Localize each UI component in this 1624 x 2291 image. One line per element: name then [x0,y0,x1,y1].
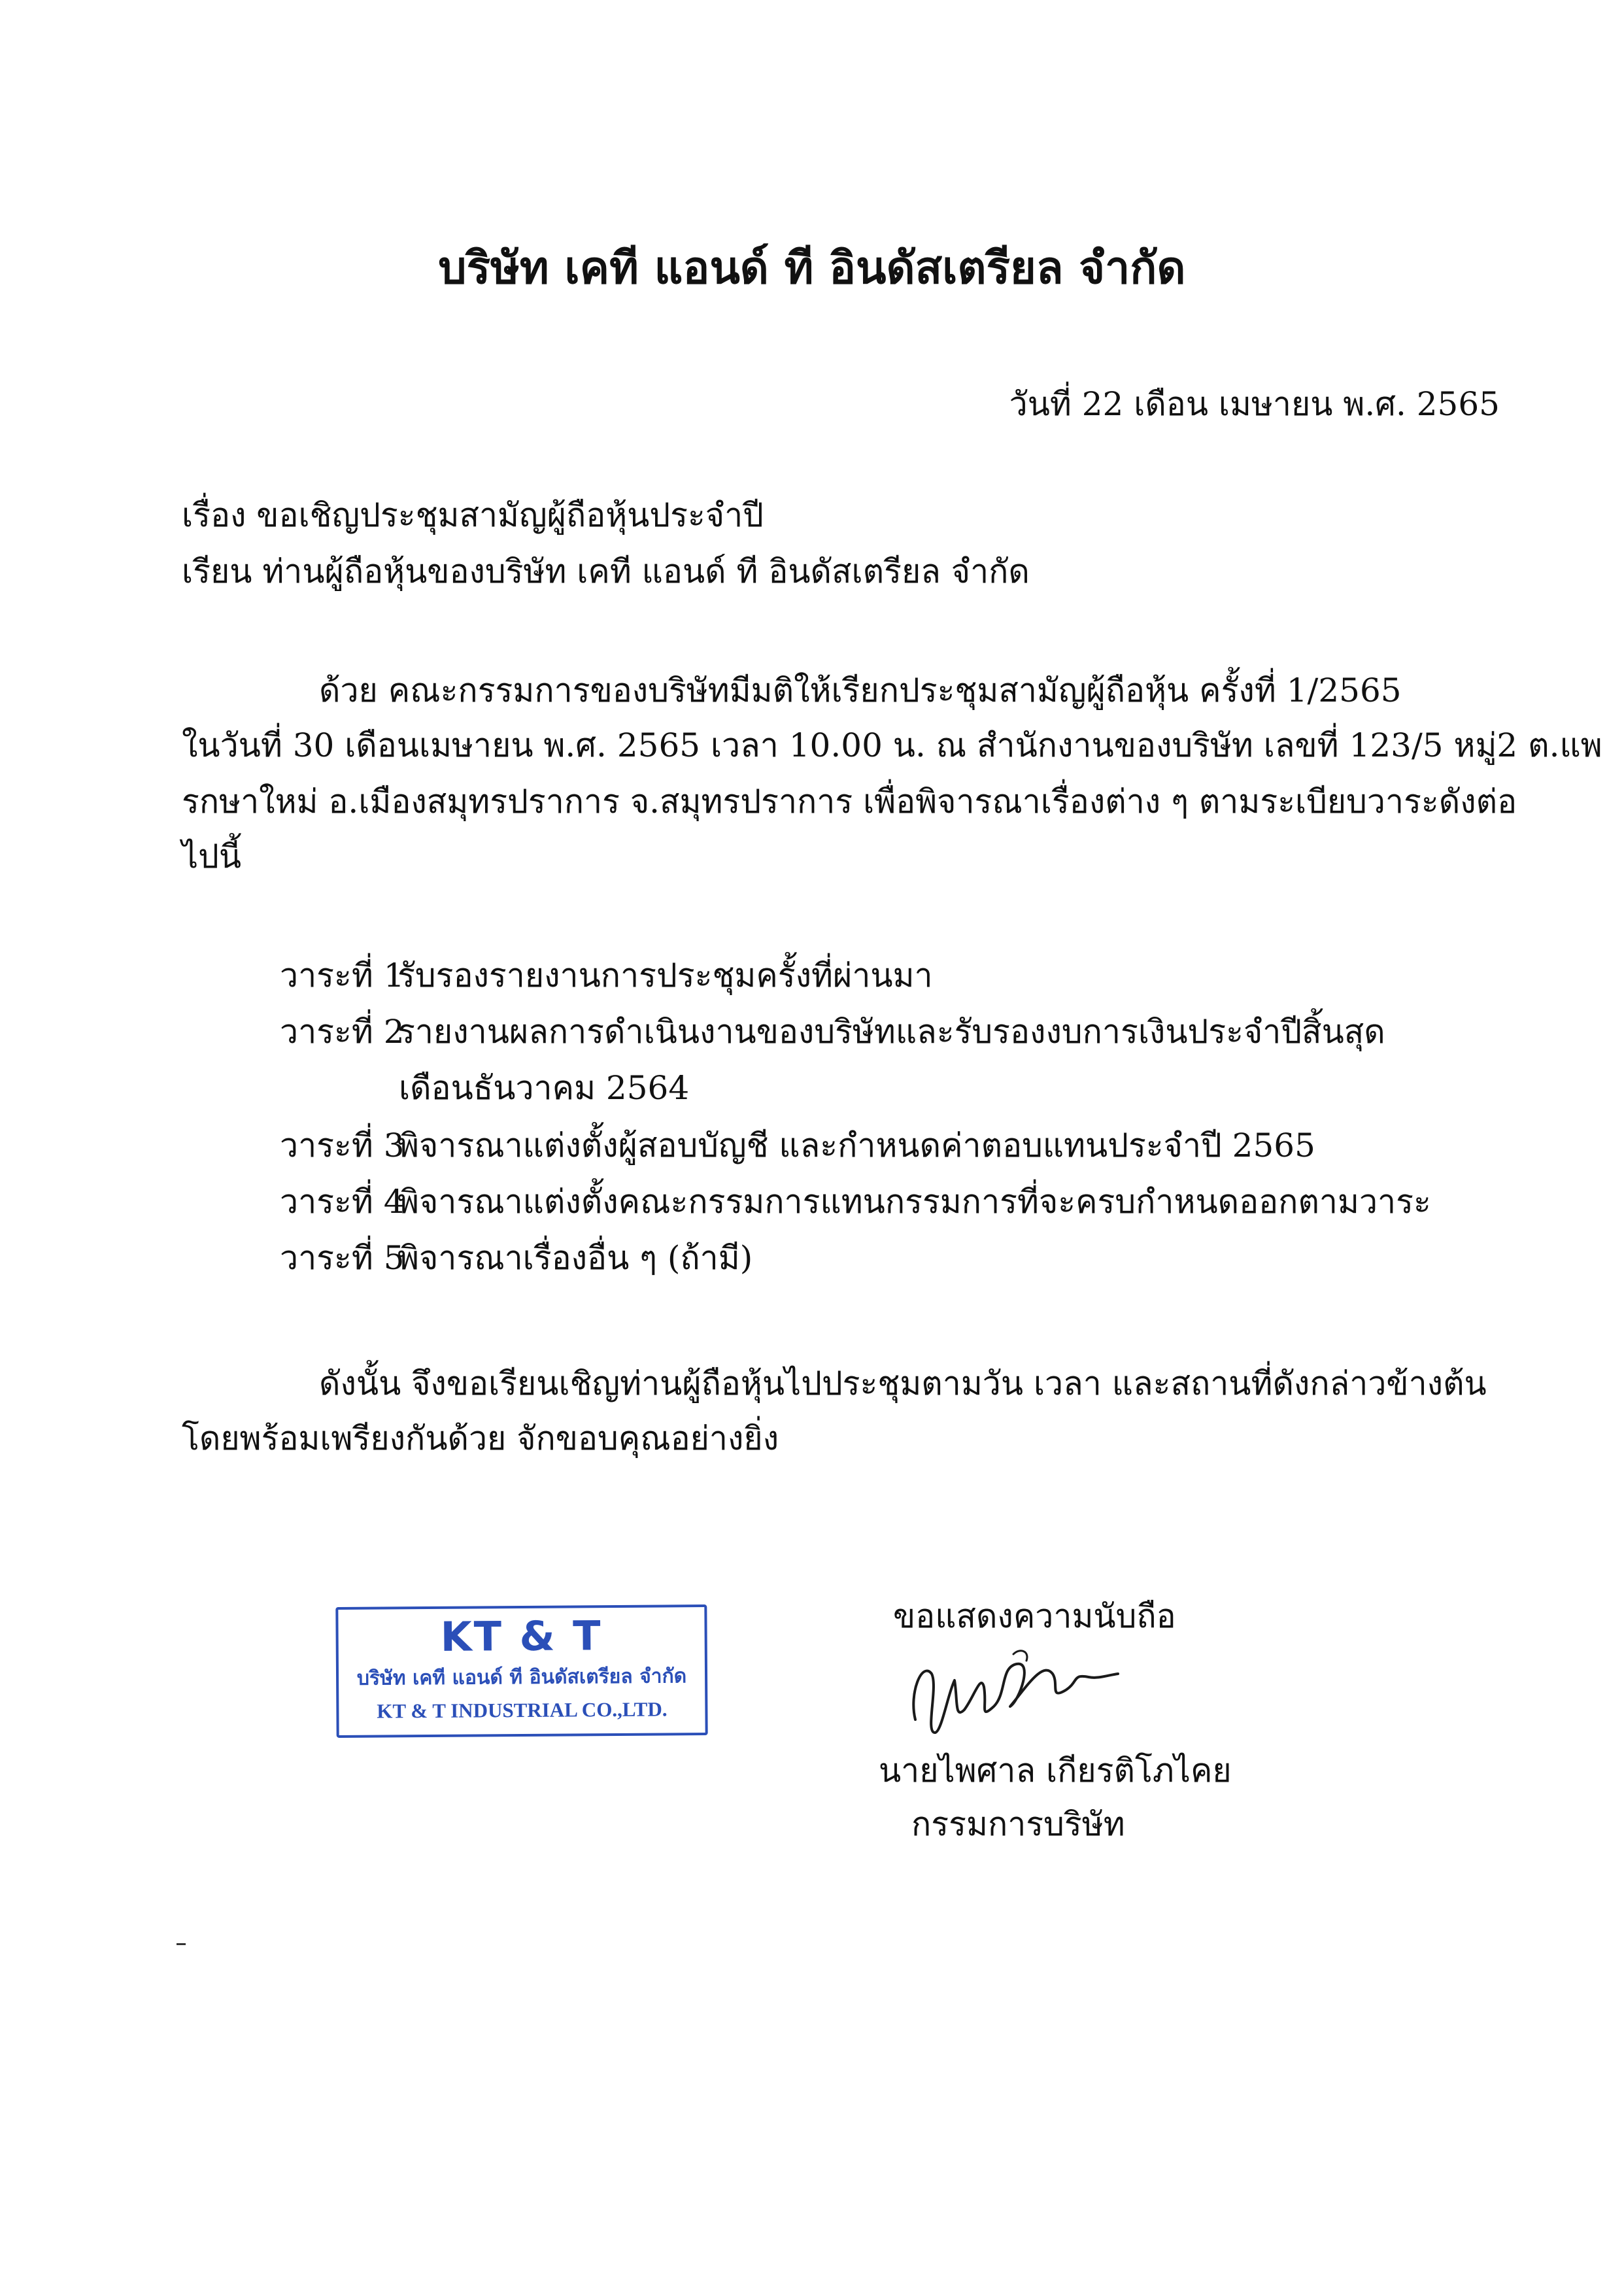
agenda-item-5 [280,1233,753,1283]
letter-date: วันที่ 22 เดือน เมษายน พ.ศ. 2565 [1009,385,1500,423]
stamp-english-name: KT & T INDUSTRIAL CO.,LTD. [377,1697,668,1723]
agenda-item-2-continuation: เดือนธันวาคม 2564 [399,1069,690,1107]
agenda-text: รายงานผลการดำเนินงานของบริษัทและรับรองงบการเงินประจำปีสิ้นสุด [398,1013,1385,1051]
stamp-thai-name: บริษัท เคที แอนด์ ที อินดัสเตรียล จำกัด [356,1665,687,1690]
letter-subject: เรื่อง ขอเชิญประชุมสามัญผู้ถือหุ้นประจำปี [182,496,764,534]
agenda-text: พิจารณาแต่งตั้งคณะกรรมการแทนกรรมการที่จะครบกำหนดออกตามวาระ [398,1183,1431,1221]
letter-salutation: เรียน ท่านผู้ถือหุ้นของบริษัท เคที แอนด์ ที อินดัสเตรียล จำกัด [182,552,1030,590]
agenda-text: พิจารณาแต่งตั้งผู้สอบบัญชี และกำหนดค่าตอบแทนประจำปี 2565 [398,1127,1315,1164]
company-stamp [335,1604,707,1738]
stamp-logo: KT & T [440,1612,603,1661]
signature [902,1635,1125,1746]
agenda-item-4 [280,1177,1431,1227]
stray-mark [177,1943,186,1945]
agenda-label: วาระที่ 3 [280,1127,405,1164]
intro-line: ด้วย คณะกรรมการของบริษัทมีมติให้เรียกประชุมสามัญผู้ถือหุ้น ครั้งที่ 1/2565 [319,671,1402,709]
company-title: บริษัท เคที แอนด์ ที อินดัสเตรียล จำกัด [438,242,1186,294]
agenda-text: รับรองรายงานการประชุมครั้งที่ผ่านมา [398,957,933,994]
intro-line: ในวันที่ 30 เดือนเมษายน พ.ศ. 2565 เวลา 10.00 น. ณ สำนักงานของบริษัท เลขที่ 123/5 หมู่2 ต.แพ [182,726,1602,764]
signer-title: กรรมการบริษัท [911,1805,1125,1843]
agenda-label: วาระที่ 1 [280,957,405,994]
intro-line: รกษาใหม่ อ.เมืองสมุทรปราการ จ.สมุทรปราการ เพื่อพิจารณาเรื่องต่าง ๆ ตามระเบียบวาระดังต่อ [182,783,1517,821]
agenda-label: วาระที่ 4 [280,1183,405,1221]
agenda-item-1 [280,951,933,1000]
agenda-item-2 [280,1007,1385,1057]
closing-line: โดยพร้อมเพรียงกันด้วย จักขอบคุณอย่างยิ่ง [182,1419,779,1457]
agenda-text: พิจารณาเรื่องอื่น ๆ (ถ้ามี) [398,1239,753,1277]
signer-name: นายไพศาล เกียรติโภไคย [879,1752,1232,1790]
closing-line: ดังนั้น จึงขอเรียนเชิญท่านผู้ถือหุ้นไปประชุมตามวัน เวลา และสถานที่ดังกล่าวข้างต้น [319,1365,1487,1402]
agenda-label: วาระที่ 2 [280,1013,405,1051]
agenda-label: วาระที่ 5 [280,1239,405,1277]
regards-text: ขอแสดงความนับถือ [893,1597,1176,1635]
agenda-item-3 [280,1121,1315,1170]
intro-line: ไปนี้ [182,838,242,875]
